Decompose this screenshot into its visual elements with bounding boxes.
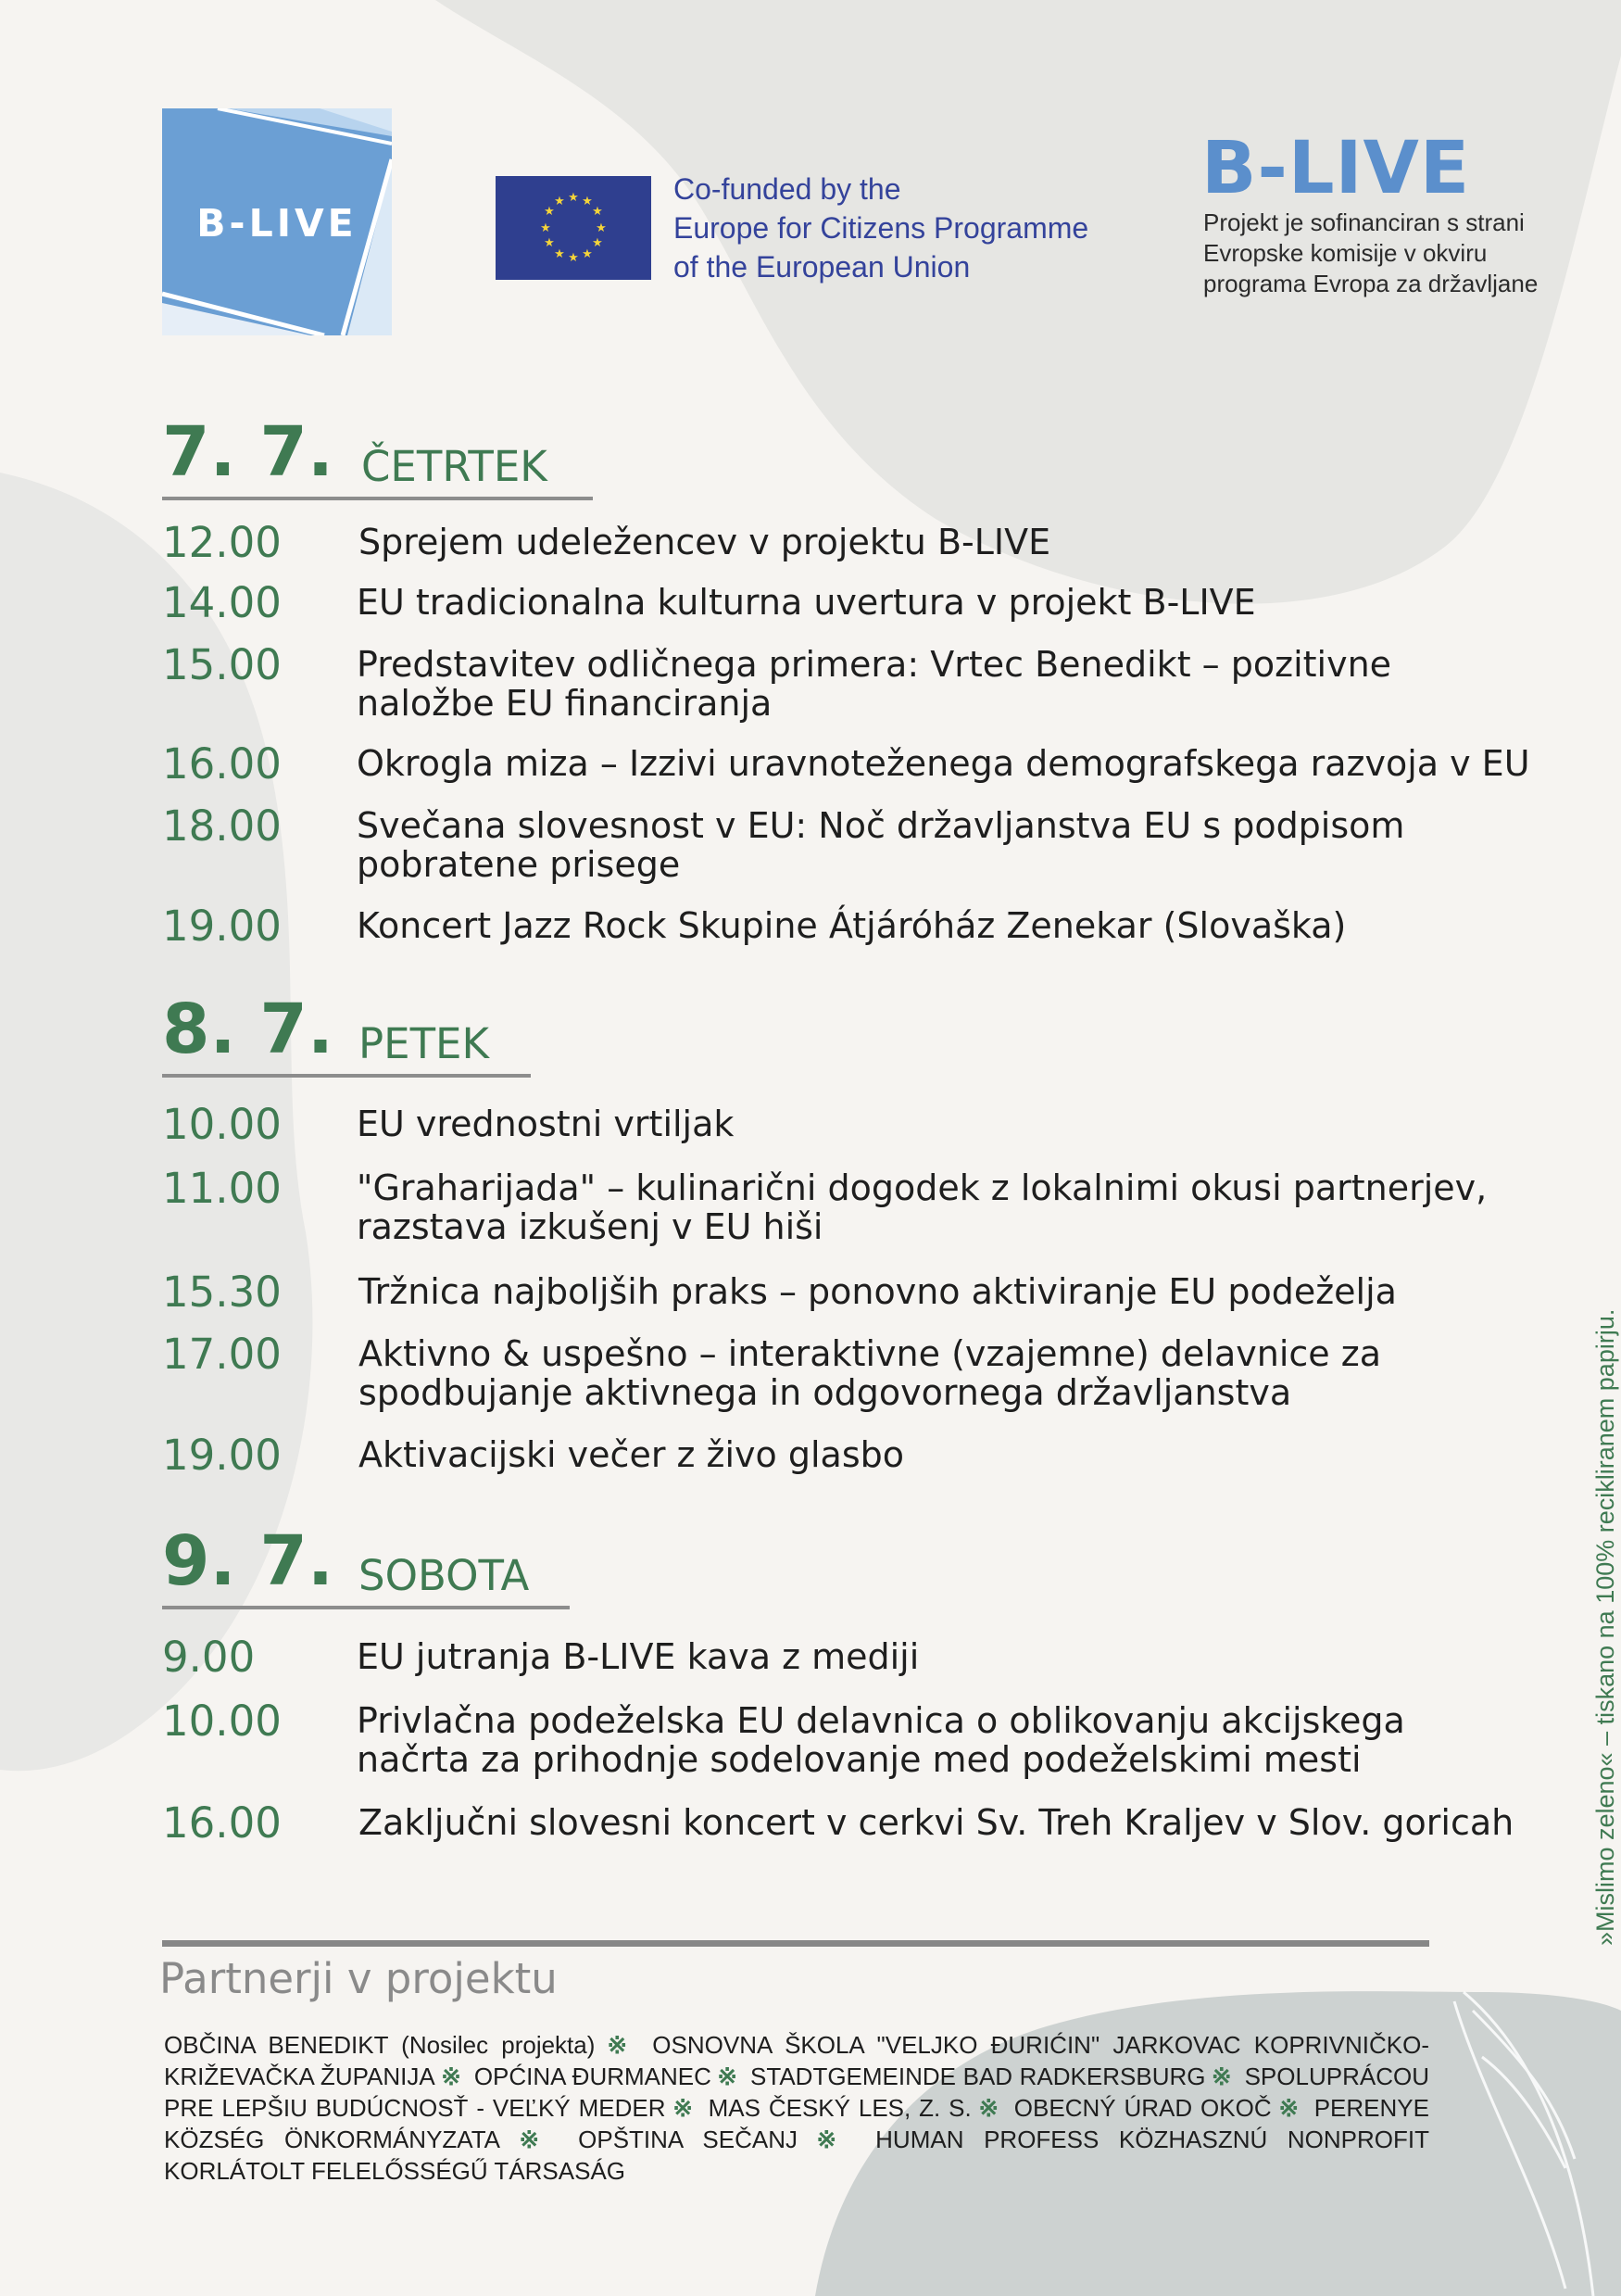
day-divider: [162, 1606, 570, 1609]
event-time: 16.00: [162, 1798, 282, 1848]
svg-text:★: ★: [540, 221, 551, 235]
svg-text:★: ★: [592, 205, 603, 219]
partner-name: OSNOVNA ŠKOLA "VELJKO ĐURIĆIN" JARKOVAC KOPRIVNIČKO-KRIŽEVAČKA ŽUPANIJA: [164, 2031, 1429, 2090]
event-description: Koncert Jazz Rock Skupine Átjáróház Zenekar (Slovaška): [357, 905, 1347, 946]
day-name: PETEK: [358, 1019, 489, 1068]
event-description: Svečana slovesnost v EU: Noč državljanstva EU s podpisom pobratene prisege: [357, 805, 1405, 885]
blive-square-logo: [162, 108, 392, 335]
event-description: "Graharijada" – kulinarični dogodek z lokalnimi okusi partnerjev, razstava izkušenj v EU hiši: [357, 1167, 1488, 1247]
recycled-paper-note: »Mislimo zeleno« – tiskano na 100% recikliranem papirju.: [1591, 1308, 1619, 1946]
svg-text:★: ★: [582, 195, 593, 208]
event-description: Predstavitev odličnega primera: Vrtec Benedikt – pozitivne naložbe EU financiranja: [357, 644, 1392, 724]
partner-name: MAS ČESKÝ LES, Z. S.: [708, 2094, 972, 2122]
svg-text:★: ★: [554, 195, 565, 208]
separator-icon: ※: [440, 2063, 462, 2090]
event-time: 10.00: [162, 1697, 282, 1746]
event-time: 16.00: [162, 739, 282, 788]
event-time: 12.00: [162, 518, 282, 567]
event-time: 11.00: [162, 1164, 282, 1213]
svg-text:★: ★: [568, 251, 579, 265]
partner-name: OBČINA BENEDIKT (Nosilec projekta): [164, 2031, 596, 2059]
separator-icon: ※: [600, 2031, 635, 2059]
event-time: 19.00: [162, 902, 282, 951]
day-divider: [162, 1074, 531, 1078]
partners-list: [164, 2029, 1429, 2187]
day-name: ČETRTEK: [361, 442, 547, 491]
separator-icon: ※: [1276, 2094, 1301, 2122]
event-description: Zaključni slovesni koncert v cerkvi Sv. Treh Kraljev v Slov. goricah: [358, 1802, 1514, 1843]
blive-logo-label: B-LIVE: [196, 201, 358, 246]
separator-icon: ※: [976, 2094, 1000, 2122]
brand-desc-line: Evropske komisije v okviru: [1203, 239, 1488, 267]
brand-desc-line: Projekt je sofinanciran s strani: [1203, 208, 1525, 236]
separator-icon: ※: [803, 2126, 850, 2153]
event-time: 14.00: [162, 578, 282, 627]
eu-text-line: of the European Union: [673, 250, 971, 284]
brand-desc-line: programa Evropa za državljane: [1203, 270, 1539, 297]
event-time: 17.00: [162, 1330, 282, 1379]
event-time: 19.00: [162, 1431, 282, 1480]
event-description: Okrogla miza – Izzivi uravnoteženega demografskega razvoja v EU: [357, 743, 1530, 784]
day-date: 8. 7.: [162, 990, 333, 1069]
footer-divider: [162, 1940, 1429, 1947]
partner-name: SPOLUPRÁCOU PRE LEPŠIU BUDÚCNOSŤ - VEĽKÝ MEDER: [164, 2063, 1429, 2122]
partner-name: OPĆINA ĐURMANEC: [473, 2063, 711, 2090]
svg-text:★: ★: [596, 221, 607, 235]
svg-text:★: ★: [544, 205, 555, 219]
event-time: 10.00: [162, 1100, 282, 1149]
eu-text-line: Europe for Citizens Programme: [673, 211, 1089, 245]
blive-brand-title: B-LIVE: [1201, 127, 1471, 210]
event-time: 15.00: [162, 640, 282, 689]
event-time: 18.00: [162, 801, 282, 851]
separator-icon: ※: [716, 2063, 738, 2090]
event-description: EU jutranja B-LIVE kava z mediji: [357, 1636, 920, 1677]
partner-name: PERENYE KÖZSÉG ÖNKORMÁNYZATA: [164, 2094, 1429, 2153]
svg-text:★: ★: [554, 247, 565, 261]
event-description: Aktivno & uspešno – interaktivne (vzajemne) delavnice za spodbujanje aktivnega in odgovornega državljanstva: [358, 1333, 1381, 1413]
partner-name: OPŠTINA SEČANJ: [578, 2126, 798, 2153]
svg-text:★: ★: [544, 236, 555, 250]
day-date: 9. 7.: [162, 1521, 333, 1601]
separator-icon: ※: [671, 2094, 695, 2122]
event-description: Tržnica najboljših praks – ponovno aktiviranje EU podeželja: [358, 1271, 1397, 1312]
partner-name: STADTGEMEINDE BAD RADKERSBURG: [750, 2063, 1206, 2090]
event-description: Aktivacijski večer z živo glasbo: [358, 1434, 904, 1475]
eu-text-line: Co-funded by the: [673, 172, 901, 206]
separator-icon: ※: [506, 2126, 553, 2153]
blive-brand-description: [1203, 208, 1538, 299]
svg-text:★: ★: [592, 236, 603, 250]
svg-text:★: ★: [568, 191, 579, 205]
day-name: SOBOTA: [358, 1551, 530, 1600]
event-description: Sprejem udeležencev v projektu B-LIVE: [358, 522, 1051, 562]
event-description: EU vrednostni vrtiljak: [357, 1104, 735, 1144]
separator-icon: ※: [1211, 2063, 1232, 2090]
event-time: 15.30: [162, 1268, 282, 1317]
event-time: 9.00: [162, 1633, 256, 1682]
event-description: Privlačna podeželska EU delavnica o oblikovanju akcijskega načrta za prihodnje sodelovanje med podeželskimi mesti: [357, 1700, 1405, 1780]
svg-text:★: ★: [582, 247, 593, 261]
partner-name: OBECNÝ ÚRAD OKOČ: [1013, 2094, 1272, 2122]
eu-flag-icon: [496, 176, 651, 280]
eu-cofunding-text: [673, 170, 1155, 286]
day-date: 7. 7.: [162, 412, 333, 492]
event-description: EU tradicionalna kulturna uvertura v projekt B-LIVE: [357, 582, 1256, 623]
day-divider: [162, 497, 593, 500]
partners-title: Partnerji v projektu: [159, 1954, 558, 2003]
partner-name: HUMAN PROFESS KÖZHASZNÚ NONPROFIT KORLÁTOLT FELELŐSSÉGŰ TÁRSASÁG: [164, 2126, 1429, 2185]
